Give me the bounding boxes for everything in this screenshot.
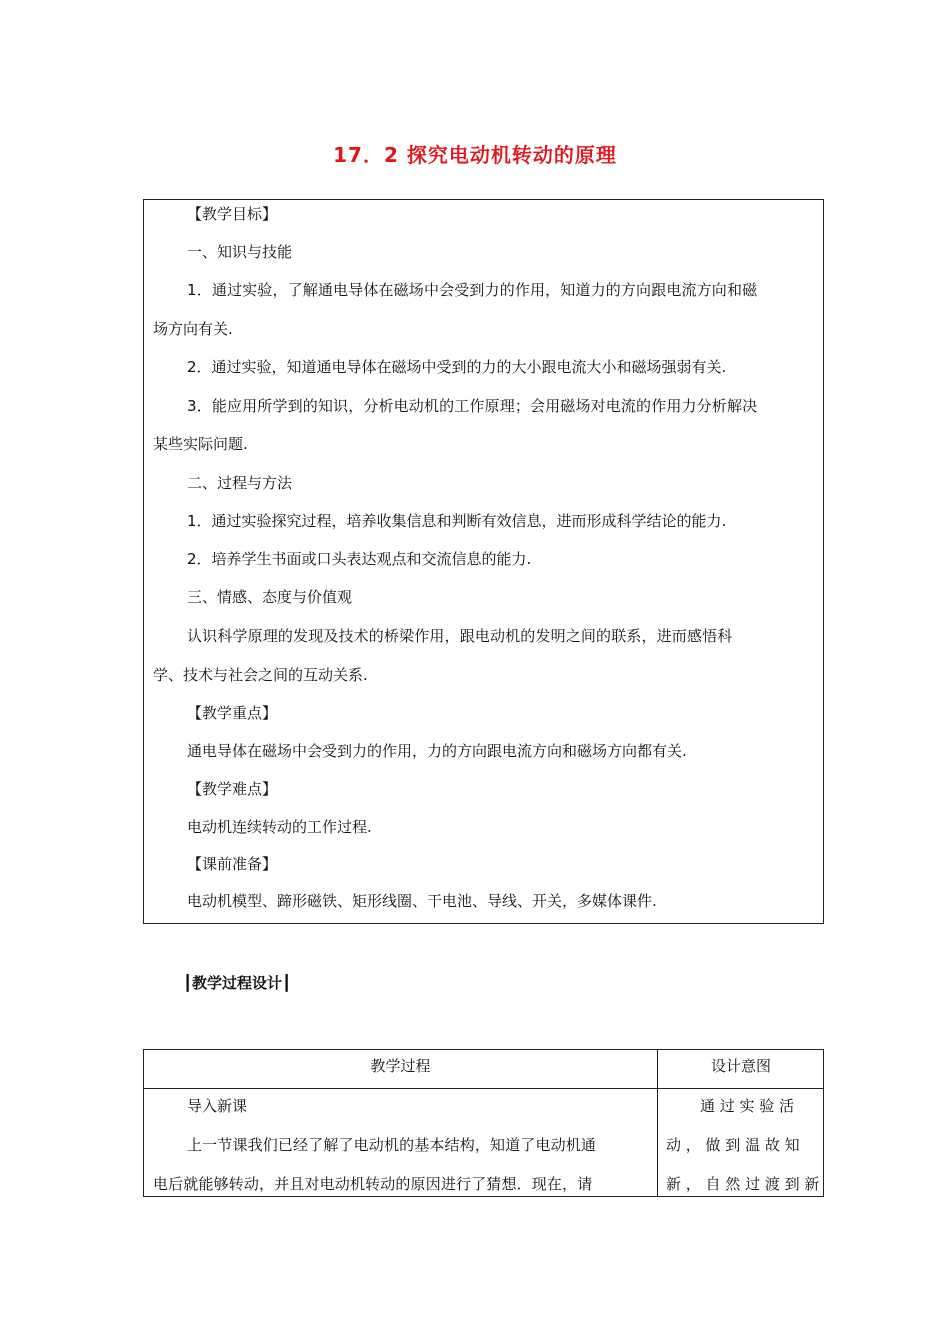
header-divider bbox=[144, 1088, 823, 1089]
key-points-heading: 【教学重点】 bbox=[187, 704, 278, 722]
key-points-text: 通电导体在磁场中会受到力的作用，力的方向跟电流方向和磁场方向都有关. bbox=[187, 742, 687, 760]
knowledge-skills-heading: 一、知识与技能 bbox=[187, 243, 293, 261]
objectives-box bbox=[143, 199, 824, 924]
objective-line: 场方向有关. bbox=[153, 320, 233, 338]
header-teaching-process: 教学过程 bbox=[370, 1057, 431, 1075]
objective-line: 2．培养学生书面或口头表达观点和交流信息的能力. bbox=[187, 550, 532, 568]
objective-line: 2．通过实验，知道通电导体在磁场中受到的力的大小跟电流大小和磁场强弱有关. bbox=[187, 358, 727, 376]
intent-line: 新 ， 自 然 过 渡 到 新 bbox=[666, 1175, 820, 1193]
objective-line: 某些实际问题. bbox=[153, 435, 248, 453]
preparation-heading: 【课前准备】 bbox=[187, 855, 278, 873]
objective-line: 学、技术与社会之间的互动关系. bbox=[153, 666, 368, 684]
objective-line: 1．通过实验探究过程，培养收集信息和判断有效信息，进而形成科学结论的能力. bbox=[187, 512, 727, 530]
difficulties-heading: 【教学难点】 bbox=[187, 780, 278, 798]
difficulties-text: 电动机连续转动的工作过程. bbox=[187, 818, 372, 836]
objective-line: 1．通过实验，了解通电导体在磁场中会受到力的作用，知道力的方向跟电流方向和磁 bbox=[187, 281, 758, 299]
attitude-values-heading: 三、情感、态度与价值观 bbox=[187, 588, 353, 606]
preparation-text: 电动机模型、蹄形磁铁、矩形线圈、干电池、导线、开关，多媒体课件. bbox=[187, 892, 657, 910]
process-method-heading: 二、过程与方法 bbox=[187, 474, 293, 492]
section-heading: ┃教学过程设计┃ bbox=[183, 974, 292, 992]
process-table bbox=[143, 1049, 824, 1197]
page-title: 17．2 探究电动机转动的原理 bbox=[333, 143, 617, 167]
objective-line: 认识科学原理的发现及技术的桥梁作用，跟电动机的发明之间的联系，进而感悟科 bbox=[187, 627, 733, 645]
process-line: 上一节课我们已经了解了电动机的基本结构，知道了电动机通 bbox=[187, 1136, 597, 1154]
process-line: 导入新课 bbox=[187, 1097, 248, 1115]
process-line: 电后就能够转动，并且对电动机转动的原因进行了猜想．现在，请 bbox=[153, 1175, 593, 1193]
intent-line: 动 ， 做 到 温 故 知 bbox=[666, 1136, 800, 1154]
objectives-heading: 【教学目标】 bbox=[187, 205, 278, 223]
intent-line: 通 过 实 验 活 bbox=[700, 1097, 795, 1115]
header-design-intent: 设计意图 bbox=[710, 1057, 771, 1075]
objective-line: 3．能应用所学到的知识，分析电动机的工作原理；会用磁场对电流的作用力分析解决 bbox=[187, 397, 758, 415]
